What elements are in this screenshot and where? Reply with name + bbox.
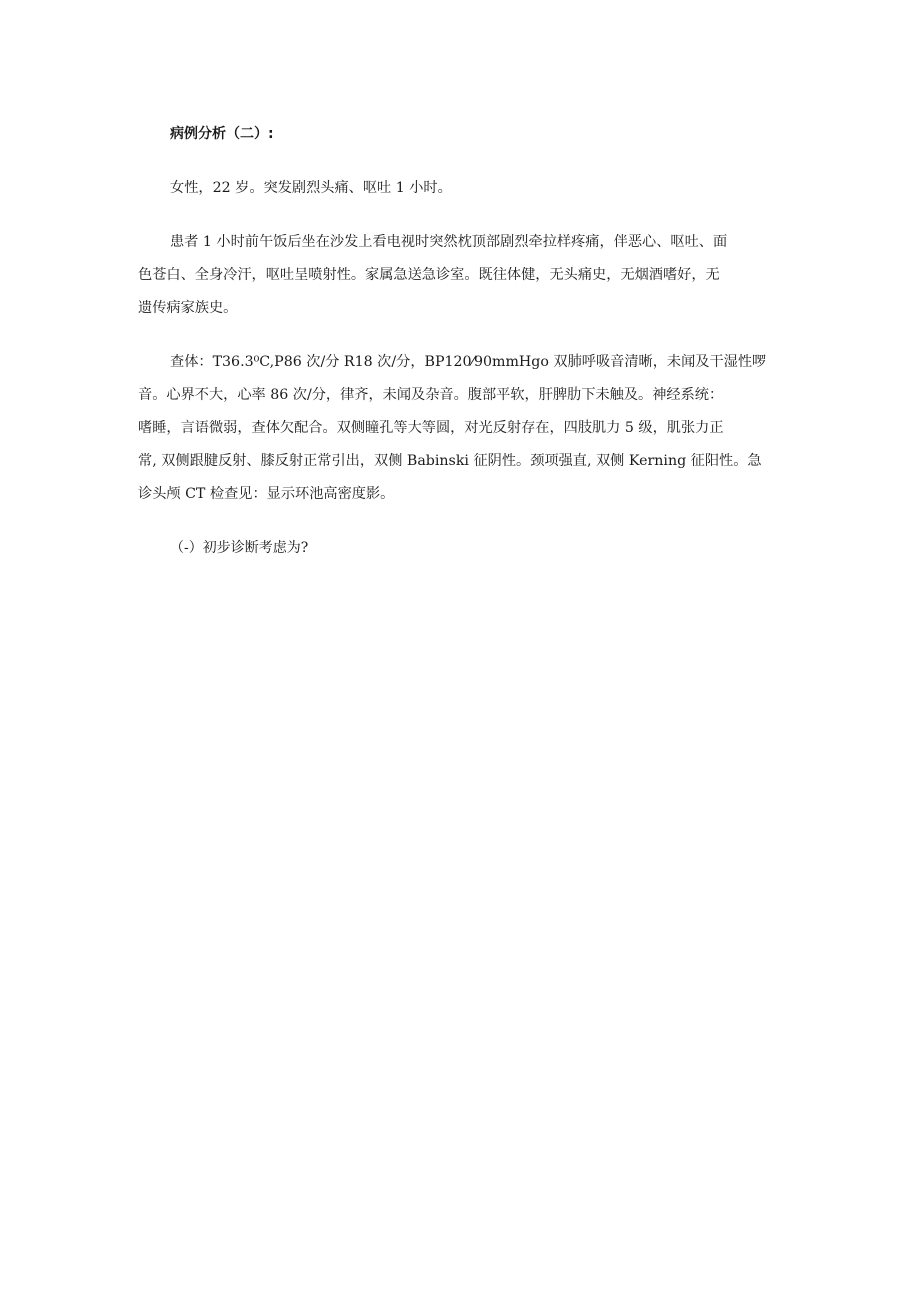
exam-line: 嗜睡，言语微弱，查体欠配合。双侧瞳孔等大等圆，对光反射存在，四肢肌力 5 级，肌张力正 xyxy=(138,420,724,436)
exam-line: 诊头颅 CT 检查见：显示环池高密度影。 xyxy=(138,486,395,502)
exam-line: 音。心界不大，心率 86 次/分，律齐，未闻及杂音。腹部平软，肝脾肋下未触及。神经系统： xyxy=(138,387,724,403)
chief-complaint: 女性，22 岁。突发剧烈头痛、呕吐 1 小时。 xyxy=(170,180,452,196)
history-line: 患者 1 小时前午饭后坐在沙发上看电视时突然枕顶部剧烈牵拉样疼痛，伴恶心、呕吐、面 xyxy=(170,234,728,250)
history-paragraph xyxy=(138,226,778,325)
history-line: 遗传病家族史。 xyxy=(138,300,238,316)
exam-line: 常, 双侧跟腱反射、膝反射正常引出，双侧 Babinski 征阴性。颈项强直, 双侧 Kerning 征阳性。急 xyxy=(138,453,762,469)
history-line: 色苍白、全身冷汗，呕吐呈喷射性。家属急送急诊室。既往体健，无头痛史，无烟酒嗜好，无 xyxy=(138,267,720,283)
case-heading: 病例分析（二）: xyxy=(170,126,274,142)
exam-line: 查体：T36.3⁰C,P86 次/分 R18 次/分，BP120⁄90mmHgo 双肺呼吸音清晰，未闻及干湿性啰 xyxy=(170,354,767,370)
document-content xyxy=(138,118,778,565)
diagnosis-question: （-）初步诊断考虑为? xyxy=(170,540,309,556)
exam-paragraph xyxy=(138,346,778,511)
